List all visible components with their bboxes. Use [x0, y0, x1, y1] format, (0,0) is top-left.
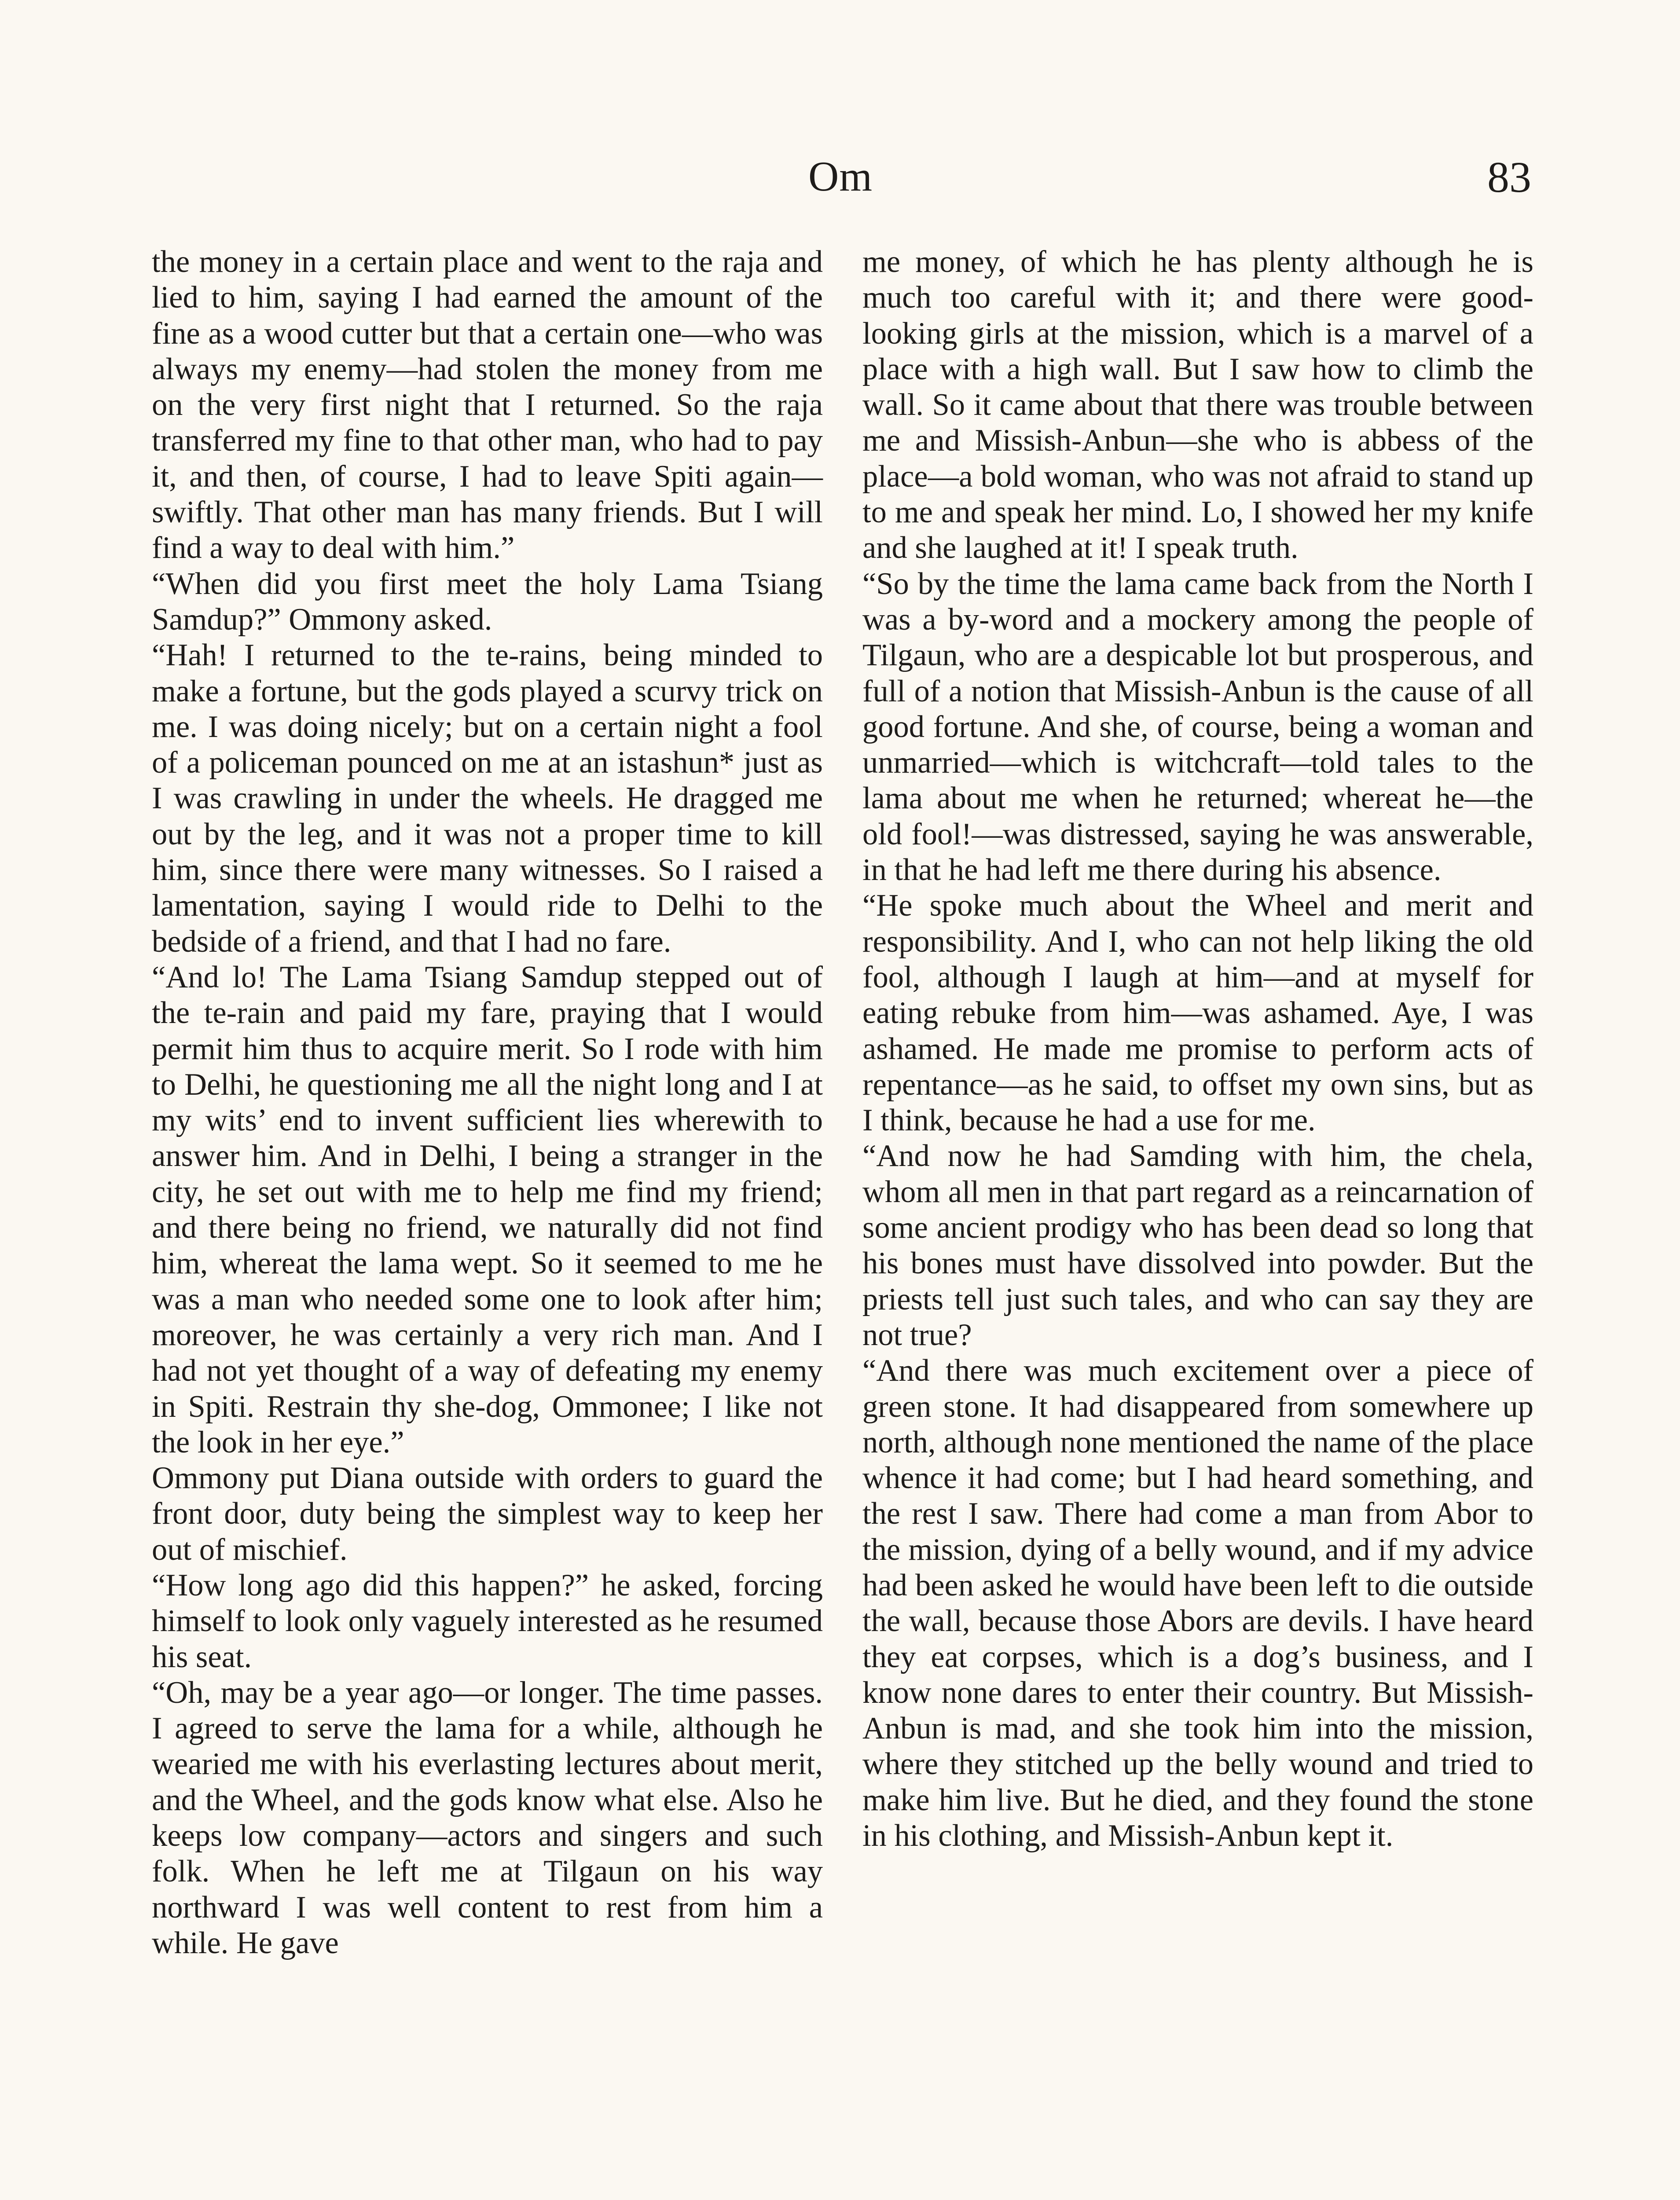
paragraph: “How long ago did this happen?” he asked, forcing himself to look only vaguely interested as he resumed his seat. — [152, 1568, 823, 1674]
right-column — [862, 244, 1533, 1854]
paragraph: me money, of which he has plenty although he is much too careful with it; and there were good-looking girls at the mission, which is a marvel of a place with a high wall. But I saw how to climb the wall. So it came about that there was trouble between me and Missish-Anbun—she who is abbess of the place—a bold woman, who was not afraid to stand up to me and speak her mind. Lo, I showed her my knife and she laughed at it! I speak truth. — [862, 245, 1533, 565]
paragraph: Ommony put Diana outside with orders to guard the front door, duty being the simplest way to keep her out of mischief. — [152, 1461, 823, 1567]
paragraph: “Oh, may be a year ago—or longer. The time passes. I agreed to serve the lama for a while, although he wearied me with his everlasting lectures about merit, and the Wheel, and the gods know what else. Also he keeps low company—actors and singers and such folk. When he left me at Tilgaun on his way northward I was well content to rest from him a while. He gave — [152, 1675, 823, 1960]
paragraph: “When did you first meet the holy Lama Tsiang Samdup?” Ommony asked. — [152, 566, 823, 637]
paragraph: “He spoke much about the Wheel and merit and responsibility. And I, who can not help liking the old fool, although I laugh at him—and at myself for eating rebuke from him—was ashamed. Aye, I was ashamed. He made me promise to perform acts of repentance—as he said, to offset my own sins, but as I think, because he had a use for me. — [862, 888, 1533, 1138]
page-number: 83 — [1487, 153, 1531, 202]
left-column — [152, 244, 823, 1961]
paragraph: “Hah! I returned to the te-rains, being minded to make a fortune, but the gods played a scurvy trick on me. I was doing nicely; but on a certain night a fool of a policeman pounced on me at an istashun* just as I was crawling in under the wheels. He dragged me out by the leg, and it was not a proper time to kill him, since there were many witnesses. So I raised a lamentation, saying I would ride to Delhi to the bedside of a friend, and that I had no fare. — [152, 638, 823, 959]
page-title: Om — [808, 153, 873, 200]
paragraph: “And now he had Samding with him, the chela, whom all men in that part regard as a reincarnation of some ancient prodigy who has been dead so long that his bones must have dissolved into powder. But the priests tell just such tales, and who can say they are not true? — [862, 1139, 1533, 1352]
paragraph: “So by the time the lama came back from the North I was a by-word and a mockery among the people of Tilgaun, who are a despicable lot but prosperous, and full of a notion that Missish-Anbun is the cause of all good fortune. And she, of course, being a woman and unmarried—which is witchcraft—told tales to the lama about me when he returned; whereat he—the old fool!—was distressed, saying he was answerable, in that he had left me there during his absence. — [862, 566, 1533, 887]
paragraph: “And lo! The Lama Tsiang Samdup stepped out of the te-rain and paid my fare, praying that I would permit him thus to acquire merit. So I rode with him to Delhi, he questioning me all the night long and I at my wits’ end to invent sufficient lies wherewith to answer him. And in Delhi, I being a stranger in the city, he set out with me to help me find my friend; and there being no friend, we naturally did not find him, whereat the lama wept. So it seemed to me he was a man who needed some one to look after him; moreover, he was certainly a very rich man. And I had not yet thought of a way of defeating my enemy in Spiti. Restrain thy she-dog, Ommonee; I like not the look in her eye.” — [152, 960, 823, 1459]
paragraph: “And there was much excitement over a piece of green stone. It had disappeared from somewhere up north, although none mentioned the name of the place whence it had come; but I had heard something, and the rest I saw. There had come a man from Abor to the mission, dying of a belly wound, and if my advice had been asked he would have been left to die outside the wall, because those Abors are devils. I have heard they eat corpses, which is a dog’s business, and I know none dares to enter their country. But Missish-Anbun is mad, and she took him into the mission, where they stitched up the belly wound and tried to make him live. But he died, and they found the stone in his clothing, and Missish-Anbun kept it. — [862, 1353, 1533, 1853]
paragraph: the money in a certain place and went to the raja and lied to him, saying I had earned the amount of the fine as a wood cutter but that a certain one—who was always my enemy—had stolen the money from me on the very first night that I returned. So the raja transferred my fine to that other man, who had to pay it, and then, of course, I had to leave Spiti again—swiftly. That other man has many friends. But I will find a way to deal with him.” — [152, 245, 823, 565]
